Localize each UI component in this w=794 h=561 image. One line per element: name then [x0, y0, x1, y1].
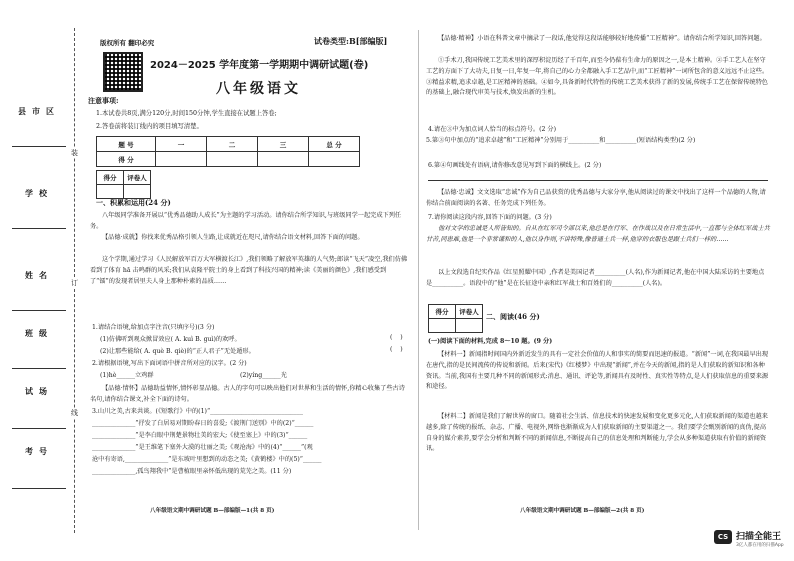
score-input-cell[interactable]: [309, 152, 360, 167]
score-input-cell[interactable]: [207, 152, 258, 167]
cut-line: [71, 28, 78, 533]
field-county: 县市区: [18, 106, 60, 116]
section-1-intro: 八年级同学准备开展以“优秀品德助人成长”为主题的学习活动。请你结合所学知识,与班级同学一起完成下列任务。: [90, 212, 402, 230]
section-1-title: 一、积累和运用(24 分): [96, 198, 171, 207]
grader-name-cell[interactable]: [456, 319, 483, 333]
task-2-heading: 【品德·情怀】品德助益情怀,情怀彰显品德。古人的字句可以映出他们对世界和生活的情怀,你精心收集了些古诗名句,请你结合课文,补全下面的诗句。: [90, 385, 405, 403]
question-3-line[interactable]: ______________”抒发了白居易对期盼春日的喜爱;《渡荆门送别》中的(2)“______: [92, 420, 314, 427]
subject-title: 八年级语文: [216, 81, 301, 97]
passage-3: ①手术刀,我国传统工艺美术里的深厚积淀历经了千百年,而至今仍葆有生命力的原因之一,是本土精神。②手工艺人在坚守工艺的方面下了大功夫,日复一日,年复一年,将自己的心力全都融入手工艺品中,而“工匠精神”一词所包含的意义远远不止这些。③精益求精,追求卓越,是工匠精神的基础。④如今,具备新时代特性的传统工艺美术获得了新的发展,传统手工艺在保留传统特色的基础上,融合现代审美与技术,焕发出新的生机。: [426, 57, 769, 97]
quote-passage: 他对文学的忠诚是人所皆知的。自从在红军司令部以来,他总是在行军、在作战以及在日常生活中,一直都与全体红军战士共甘苦,同患难,他是一个非常谦和的人,他以身作则,不讲特殊,像普通士兵一样,他穿的衣服也是跟士兵们一样的……: [426, 225, 770, 243]
score-table-cell: 总 分: [309, 137, 360, 152]
grader-score-label: 得分: [97, 171, 124, 185]
score-table-cell: 二: [207, 137, 258, 152]
watermark-tagline: 3亿人都在用的扫描App: [736, 543, 784, 548]
question-7a[interactable]: 以上文段选自纪实作品《红星照耀中国》,作者是美国记者__________(人名),作为新闻记者,他在中国大陆采访的主要地点是__________。语段中的“他”是在长征途中亲和红军战士和百姓们的__________(人名)。: [426, 269, 765, 287]
qr-code-icon: [103, 52, 143, 92]
question-3-line[interactable]: 沧中有寄语,______________”是东坡叶里想到的动态之美;《黄鹤楼》中的(5)“______: [92, 456, 322, 463]
answer-bracket[interactable]: ( ): [390, 346, 403, 353]
field-county-line[interactable]: [12, 146, 66, 147]
question-3-line[interactable]: ______________,孤鸟翔我中”是曹植眼里亲怀低出现的荒芜之美。(11 分): [92, 468, 292, 475]
task-3-heading: 【品德·精神】小语在科普文章中摘录了一段话,他觉得这段话能够较好地传播“工匠精神”。请你结合所学知识,回答问题。: [438, 35, 766, 42]
question-3-line[interactable]: ______________”是王维笔下塞外大漠的壮丽之美;《观沧海》中的(4)“______”(观: [92, 444, 313, 451]
column-separator: [418, 30, 419, 530]
task-1-heading: 【品德·成就】你找来优秀品格引领人生路,让成就近在咫尺,请你结合语文材料,回答下面的问题。: [102, 234, 364, 241]
passage-1: 这个学期,通过学习《人民解放军百万大军横渡长江》,我们领略了解放军英雄的人气势;郎读“飞天”凌空,我们仿佛看到了体育 hā 击鸣群的风采;我们从袁隆平院士的身上看到了科技兴国的精神;读《美丽的颜色》,我们感受到了“镭”的发现者居里夫人身上那种朴素的品质……: [90, 256, 408, 285]
question-6: 6.第④句画线处有语病,请你修改意见写到下面的横线上。(2 分): [428, 162, 602, 169]
field-room-line[interactable]: [12, 428, 66, 429]
camscanner-icon: CS: [714, 530, 732, 544]
grader-box: [96, 170, 151, 199]
question-7: 7.请你阅读这段内容,回答下面的问题。(3 分): [428, 214, 552, 221]
grader-score-cell[interactable]: [97, 185, 124, 199]
score-table-cell: 得 分: [97, 152, 156, 167]
field-school: 学校: [25, 188, 53, 198]
cut-mark: 订: [71, 279, 78, 287]
grader-label: 评卷人: [456, 305, 483, 319]
grader-score-label: 得分: [429, 305, 456, 319]
question-5[interactable]: 5.第③句中加点的“追求卓越”和“工匠精神”分别用于__________和__________(短语结构类型)(2 分): [426, 137, 696, 144]
binding-strip: [8, 28, 70, 533]
section-2-title: 二、阅读(46 分): [486, 312, 540, 321]
score-table: [96, 136, 360, 167]
question-1b: (2)让那些能给( A. què B. qiè)的“正人君子”无处遁形。: [100, 348, 255, 355]
score-input-cell[interactable]: [258, 152, 309, 167]
grader-box-2: [428, 304, 483, 333]
question-3[interactable]: 3.山川之美,古来共谈。(《短歌行》中的(1)“______________________________: [92, 408, 303, 415]
watermark-name: 扫描全能王: [736, 532, 782, 542]
field-name-line[interactable]: [12, 310, 66, 311]
question-1a: (1)仿佛听到观众掀冒效应( A. kuì B. guì)的欢呼。: [100, 336, 241, 343]
reading-1-heading: (一)阅读下面的材料,完成 8～10 题。(9 分): [428, 338, 553, 345]
grader-name-cell[interactable]: [124, 185, 151, 199]
note-item: 2.答卷前将装订线内的项目填写清楚。: [96, 123, 203, 130]
notes-heading: 注意事项:: [88, 96, 119, 105]
cut-mark: 线: [71, 409, 78, 417]
question-1: 1.请结合语境,给加点字注音(只填序号)(3 分): [92, 324, 215, 331]
field-class: 班级: [25, 328, 53, 338]
field-exam-number-line[interactable]: [12, 488, 66, 489]
field-class-line[interactable]: [12, 368, 66, 369]
field-school-line[interactable]: [12, 228, 66, 229]
field-exam-number: 考号: [25, 446, 53, 456]
grader-score-cell[interactable]: [429, 319, 456, 333]
exam-title: 2024－2025 学年度第一学期期中调研试题(卷): [150, 60, 369, 71]
field-room: 试场: [25, 386, 53, 396]
note-item: 1.本试卷共8页,满分120分,时间150分钟,学生直接在试题上答卷;: [96, 110, 277, 117]
page-footer-right: 八年级语文期中调研试题 B—部编版—2(共 8 页): [520, 508, 645, 514]
score-input-cell[interactable]: [156, 152, 207, 167]
question-3-line[interactable]: ______________”是李白眼中荆楚景物壮美的宏大;《使至塞上》中的(3)“______: [92, 432, 308, 439]
scanner-watermark: [714, 528, 784, 552]
question-2: 2.请根据语境,写出下面词语中拼音所对应的汉字。(2 分): [92, 360, 247, 367]
paper-type: 试卷类型:B[部编版]: [314, 36, 388, 46]
question-2b[interactable]: (2)yíng______光: [240, 372, 287, 379]
page-footer-left: 八年级语文期中调研试题 B—部编版—1(共 8 页): [150, 508, 275, 514]
cut-mark: 装: [71, 149, 78, 157]
task-4-heading: 【品德·忠诚】文文选取“忠诚”作为自己品获赏的优秀品德与大家分享,他从阅读过的课文中找出了这样一个品德的人物,请你结合前面阅读的名著、任务完成下列任务。: [426, 189, 766, 207]
grader-label: 评卷人: [124, 171, 151, 185]
question-2a[interactable]: (1)hè______立鸡群: [100, 372, 154, 379]
question-4: 4.请在③中为加点词人恰当的标点符号。(2 分): [428, 126, 557, 133]
rights-notice: 版权所有 翻印必究: [100, 39, 155, 47]
answer-bracket[interactable]: ( ): [390, 334, 403, 341]
score-table-cell: 题 号: [97, 137, 156, 152]
field-name: 姓名: [25, 270, 53, 280]
material-2: 【材料二】新闻是我们了解世界的窗口。随着社会生活、信息技术的快速发展和变化更多元化,人们获取新闻的渠道也越来越多,除了传统的报纸、杂志、广播、电视外,网络也渐渐成为人们获取新闻的主要渠道之一。我们要学会甄别新闻的真伪,提高自身的媒介素养,要学会分析和判断不同的新闻信息,不断提高自己的信息处理和判断能力,学会从多种渠道获取有价值的新闻资讯。: [426, 413, 768, 453]
score-table-cell: 三: [258, 137, 309, 152]
answer-line[interactable]: [428, 180, 768, 181]
material-1: 【材料一】新闻指时间国内外新近发生的具有一定社会价值的人和事实的简要而迅速的报道。“新闻”一词,在我国最早出现在唐代,指的是民间流传的传说和新闻。后来(宋代)《红楼梦》中出现“新闻”,并在今天的新闻,指的是人们获取的新知识和各种资讯。当前,我国有主要几种不同的新闻形式:消息、通讯、评论等,新闻具有及时性、真实性等特点,是人们获取信息的重要来源和途径。: [426, 351, 769, 391]
score-table-cell: 一: [156, 137, 207, 152]
